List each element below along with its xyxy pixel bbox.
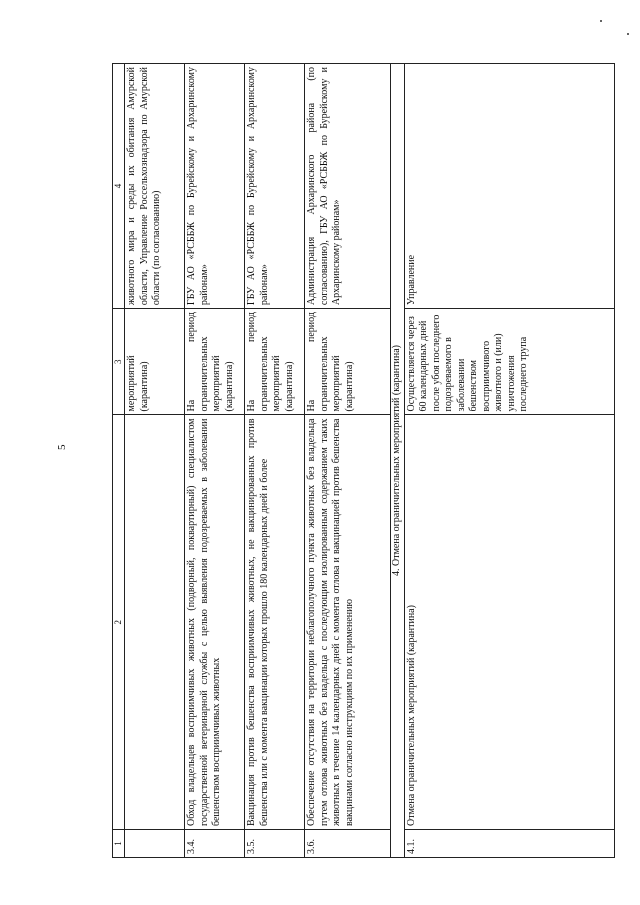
page-number: 5: [56, 444, 68, 450]
action-cell: Вакцинация против бешенства восприимчивых животных, не вакцинированных против бешенства или с момента вакцинации которых прошло 180 календарных дней и более: [245, 415, 305, 830]
table-row: [404, 64, 614, 858]
responsible-cell: Администрация Архаринского района (по согласованию), ГБУ АО «РСББЖ по Бурейскому и Архаринскому районам»: [305, 64, 391, 309]
term-cell: На период ограничительных мероприятий (карантина): [185, 309, 245, 415]
action-cell: [125, 415, 185, 830]
term-cell: мероприятий (карантина): [125, 309, 185, 415]
row-number-cell: 3.6.: [305, 830, 391, 858]
table-row: [245, 64, 305, 858]
action-cell: Обеспечение отсутствия на территории неблагополучного пункта животных без владельца путем отлова животных без владельца с последующим изолированным содержанием таких животных в течение 14 календарных дней с момента отлова и вакцинацией против бешенства вакцинами согласно инструкциям по их применению: [305, 415, 391, 830]
column-number-3: 3: [113, 309, 125, 415]
column-number-1: 1: [113, 830, 125, 858]
term-cell: На период ограничительных мероприятий (карантина): [305, 309, 391, 415]
scan-speck: [600, 20, 602, 22]
term-cell: На период ограничительных мероприятий (карантина): [245, 309, 305, 415]
action-cell: Отмена ограничительных мероприятий (карантина): [404, 415, 614, 830]
term-cell: Осуществляется через 60 календарных дней после убоя последнего подозреваемого в заболевании бешенством восприимчивого животного и (или) уничтожения последнего трупа: [404, 309, 614, 415]
row-number-cell: 4.1.: [404, 830, 614, 858]
row-number-cell: 3.5.: [245, 830, 305, 858]
row-number-cell: [125, 830, 185, 858]
table-header-row: [113, 64, 125, 858]
section-title: 4. Отмена ограничительных мероприятий (карантина): [391, 64, 405, 858]
responsible-cell: животного мира и среды их обитания Амурской области, Управление Россельхознадзора по Амурской области (по согласованию): [125, 64, 185, 309]
column-number-2: 2: [113, 415, 125, 830]
table-row: [305, 64, 391, 858]
row-number-cell: 3.4.: [185, 830, 245, 858]
responsible-cell: ГБУ АО «РСББЖ по Бурейскому и Архаринскому районам»: [245, 64, 305, 309]
responsible-cell: ГБУ АО «РСББЖ по Бурейскому и Архаринскому районам»: [185, 64, 245, 309]
responsible-cell: Управление: [404, 64, 614, 309]
column-number-4: 4: [113, 64, 125, 309]
table-row-continued: [125, 64, 185, 858]
rotated-table-sheet: [112, 63, 627, 858]
scan-speck: [627, 33, 629, 35]
action-cell: Обход владельцев восприимчивых животных (подворный, поквартирный) специалистом государственной ветеринарной службы с целью выявления подозреваемых в заболевании бешенством восприимчивых животных: [185, 415, 245, 830]
section-row: [391, 64, 405, 858]
table-row: [185, 64, 245, 858]
measures-table: [112, 63, 615, 858]
